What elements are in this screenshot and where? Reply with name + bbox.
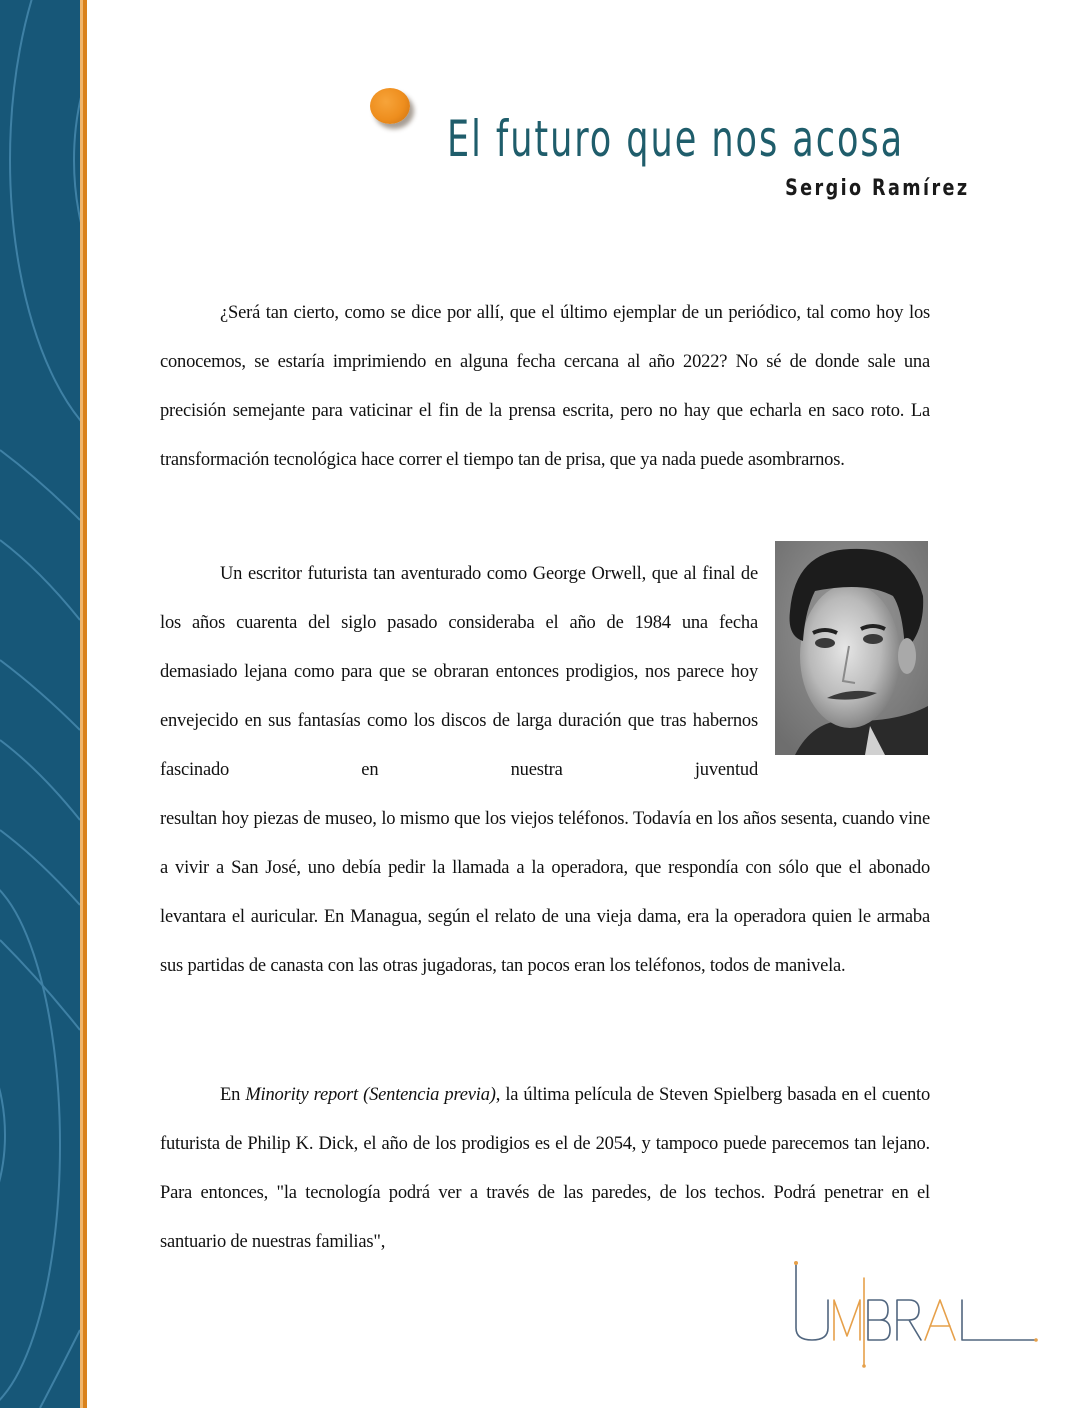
umbral-logo-mark [790, 1258, 1040, 1368]
film-title: Minority report (Sentencia previa) [245, 1084, 496, 1105]
umbral-logo [790, 1258, 1040, 1368]
decorative-sidebar [0, 0, 80, 1408]
paragraph-2-continued: resultan hoy piezas de museo, lo mismo que los viejos teléfonos. Todavía en los años sesenta, cuando vine a vivir a San José, uno debía pedir la llamada a la operadora, que respondía con sólo que el abonado levantara el auricular. En Managua, según el relato de una vieja dama, era la operadora quien le armaba sus partidas de canasta con las otras jugadoras, tan pocos eran los teléfonos, todos de manivela. [160, 808, 930, 976]
portrait-image [775, 541, 928, 755]
accent-stripe-orange [83, 0, 87, 1408]
paragraph-1: ¿Será tan cierto, como se dice por allí, que el último ejemplar de un periódico, tal como hoy los conocemos, se estaría imprimiendo en alguna fecha cercana al año 2022? No sé de donde sale una precisión semejante para vaticinar el fin de la prensa escrita, pero no hay que echarla en saco roto. La transformación tecnológica hace correr el tiempo tan de prisa, que ya nada puede asombrarnos. [160, 302, 930, 470]
article-author: Sergio Ramírez [785, 176, 970, 201]
article-title: El futuro que nos acosa [447, 109, 905, 168]
paragraph-2: Un escritor futurista tan aventurado como George Orwell, que al final de los años cuarenta del siglo pasado consideraba el año de 1984 una fecha demasiado lejana como para que se obraran entonces prodigios, nos parece hoy envejecido en sus fantasías como los discos de larga duración que tras habernos fascinado en nuestra juventud [160, 563, 758, 780]
paragraph-3-lead: En [220, 1084, 246, 1105]
sidebar-arc-pattern [0, 0, 80, 1408]
paragraph-3 [160, 1071, 930, 1267]
orange-bullet-icon [370, 88, 410, 124]
paragraph-3-rest: , la última película de Steven Spielberg basada en el cuento futurista de Philip K. Dick, el año de los prodigios es el de 2054, y tampoco puede parecemos tan lejano. Para entonces, "la tecnología podrá ver a través de las paredes, de los techos. Podrá penetrar en el santuario de nuestras familias", [160, 1084, 930, 1252]
portrait-photo-george-orwell [775, 541, 928, 755]
